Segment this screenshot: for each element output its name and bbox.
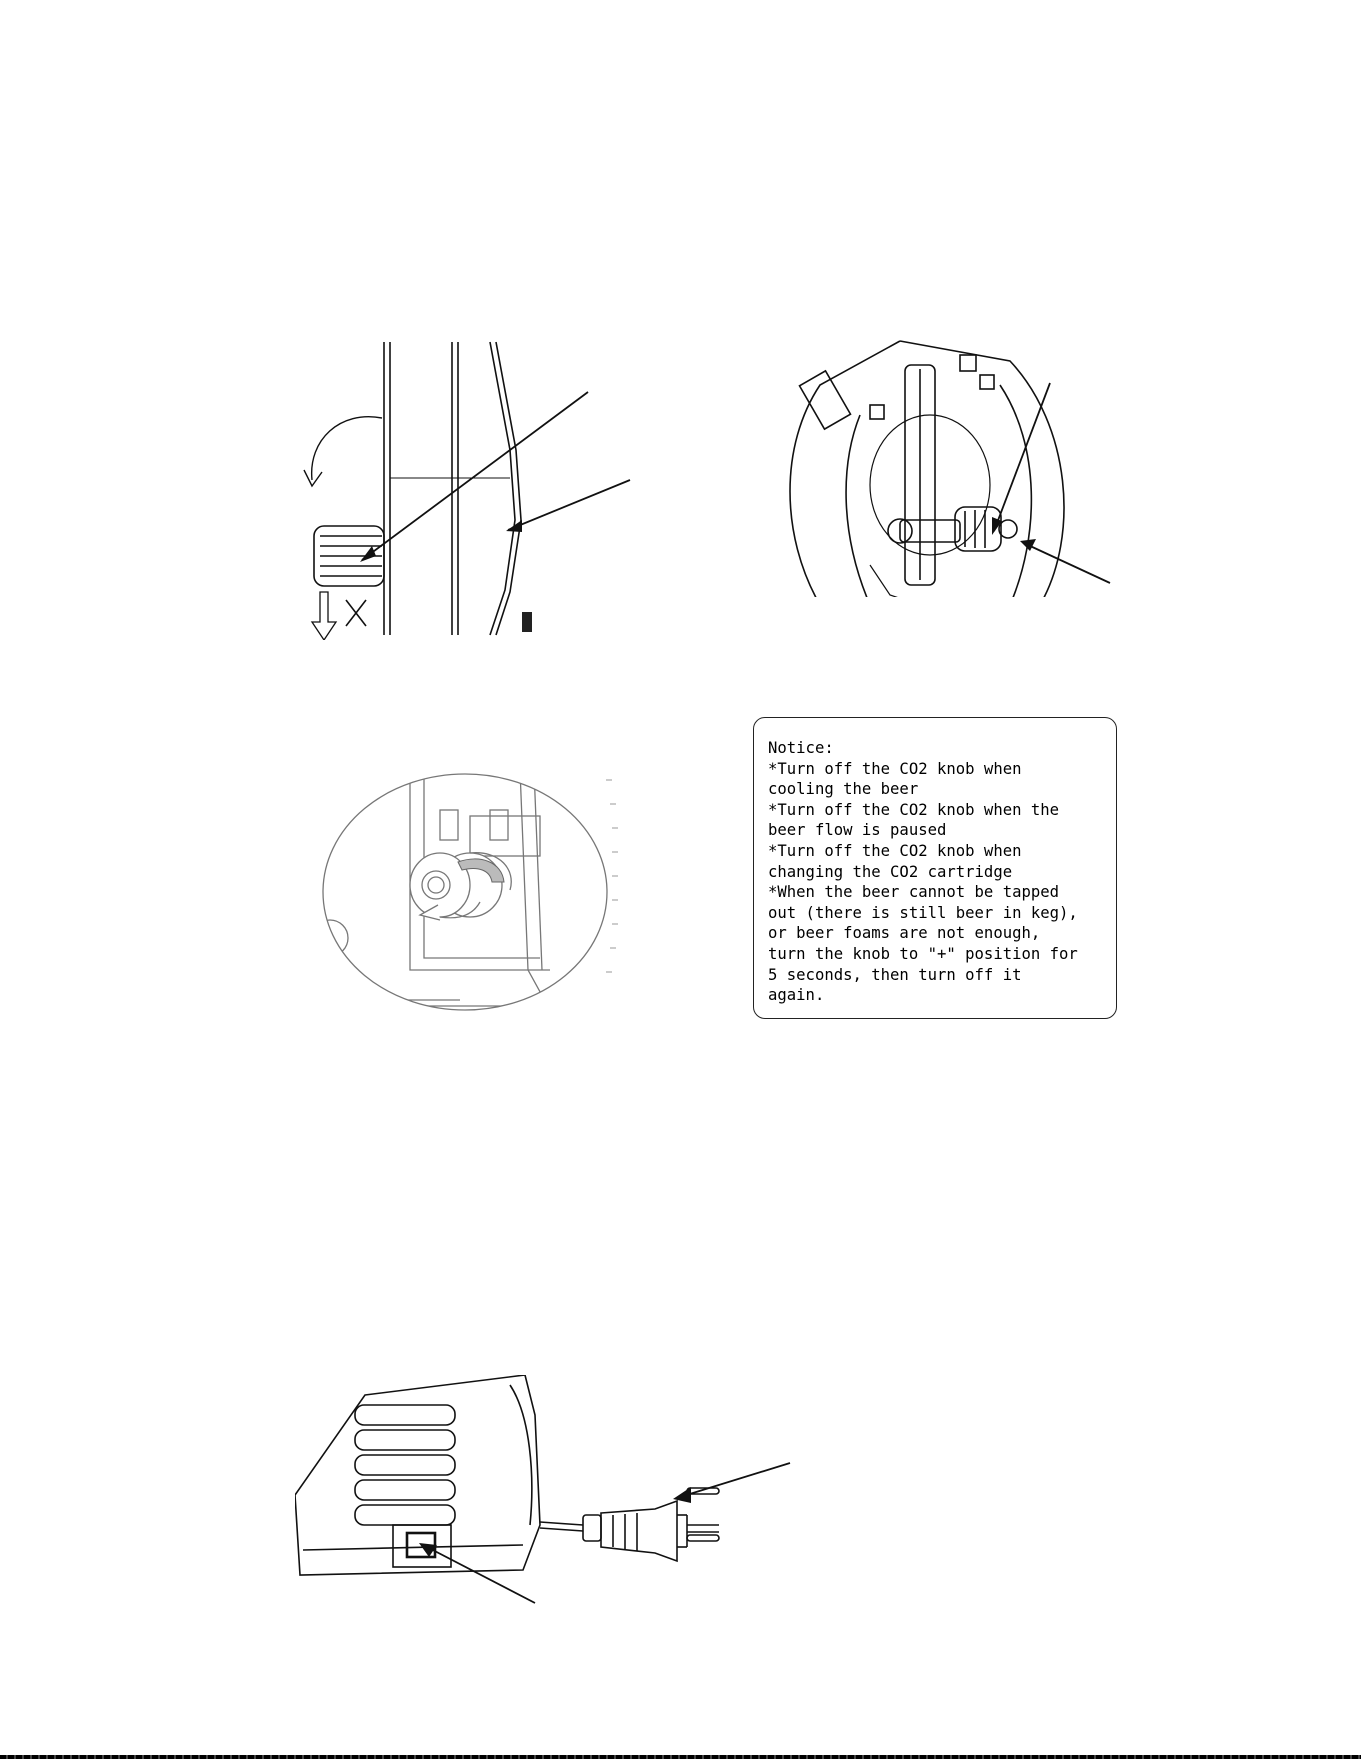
notice-line: *Turn off the CO2 knob when xyxy=(768,759,1022,778)
notice-line: *When the beer cannot be tapped xyxy=(768,883,1060,902)
notice-line: *Turn off the CO2 knob when xyxy=(768,841,1022,860)
notice-title: Notice: xyxy=(768,739,834,757)
notice-line: out (there is still beer in keg), xyxy=(768,903,1078,922)
notice-box xyxy=(753,717,1117,1019)
side-view-illustration xyxy=(300,330,670,640)
notice-line: or beer foams are not enough, xyxy=(768,924,1041,943)
knob-rotation-detail xyxy=(320,770,620,1020)
notice-line: again. xyxy=(768,986,825,1005)
notice-line: *Turn off the CO2 knob when the xyxy=(768,800,1060,819)
notice-line: 5 seconds, then turn off it xyxy=(768,965,1022,984)
notice-line: changing the CO2 cartridge xyxy=(768,862,1013,881)
power-plug-illustration xyxy=(295,1375,815,1615)
notice-line: turn the knob to "+" position for xyxy=(768,944,1078,963)
page-bottom-rule xyxy=(0,1755,1361,1759)
notice-line: cooling the beer xyxy=(768,780,919,799)
rear-view-illustration xyxy=(780,335,1125,605)
notice-line: beer flow is paused xyxy=(768,821,947,840)
